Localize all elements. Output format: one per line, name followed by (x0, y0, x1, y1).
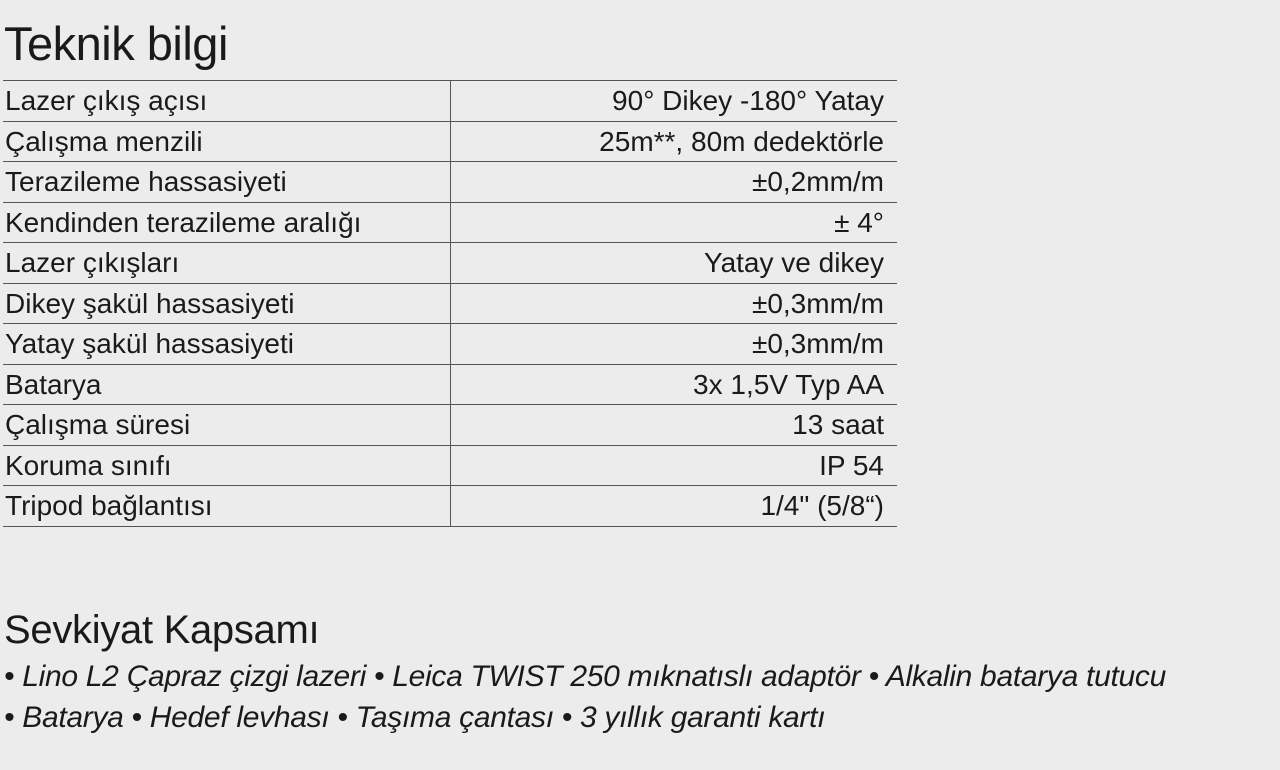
spec-label: Lazer çıkışları (3, 243, 451, 284)
page-title: Teknik bilgi (4, 17, 228, 70)
spec-value: ±0,2mm/m (451, 162, 898, 203)
spec-label: Terazileme hassasiyeti (3, 162, 451, 203)
spec-value: Yatay ve dikey (451, 243, 898, 284)
table-row (3, 324, 897, 365)
table-row (3, 81, 897, 122)
spec-label: Batarya (3, 364, 451, 405)
spec-label: Tripod bağlantısı (3, 486, 451, 527)
table-row (3, 202, 897, 243)
table-row (3, 486, 897, 527)
spec-label: Lazer çıkış açısı (3, 81, 451, 122)
spec-value: 1/4" (5/8“) (451, 486, 898, 527)
table-row (3, 243, 897, 284)
spec-value: IP 54 (451, 445, 898, 486)
spec-label: Çalışma menzili (3, 121, 451, 162)
spec-value: 25m**, 80m dedektörle (451, 121, 898, 162)
spec-label: Dikey şakül hassasiyeti (3, 283, 451, 324)
spec-value: ±0,3mm/m (451, 283, 898, 324)
table-row (3, 162, 897, 203)
table-row (3, 283, 897, 324)
table-row (3, 445, 897, 486)
spec-label: Çalışma süresi (3, 405, 451, 446)
delivery-items-line: • Batarya • Hedef levhası • Taşıma çantası • 3 yıllık garanti kartı (4, 701, 826, 734)
delivery-items-line: • Lino L2 Çapraz çizgi lazeri • Leica TWIST 250 mıknatıslı adaptör • Alkalin batarya tutucu (4, 660, 1166, 693)
spec-value: ± 4° (451, 202, 898, 243)
spec-table (3, 80, 897, 527)
spec-label: Koruma sınıfı (3, 445, 451, 486)
spec-value: 13 saat (451, 405, 898, 446)
spec-label: Kendinden terazileme aralığı (3, 202, 451, 243)
spec-value: ±0,3mm/m (451, 324, 898, 365)
spec-label: Yatay şakül hassasiyeti (3, 324, 451, 365)
spec-value: 90° Dikey -180° Yatay (451, 81, 898, 122)
spec-value: 3x 1,5V Typ AA (451, 364, 898, 405)
table-row (3, 364, 897, 405)
table-row (3, 405, 897, 446)
table-row (3, 121, 897, 162)
delivery-title: Sevkiyat Kapsamı (4, 608, 320, 652)
